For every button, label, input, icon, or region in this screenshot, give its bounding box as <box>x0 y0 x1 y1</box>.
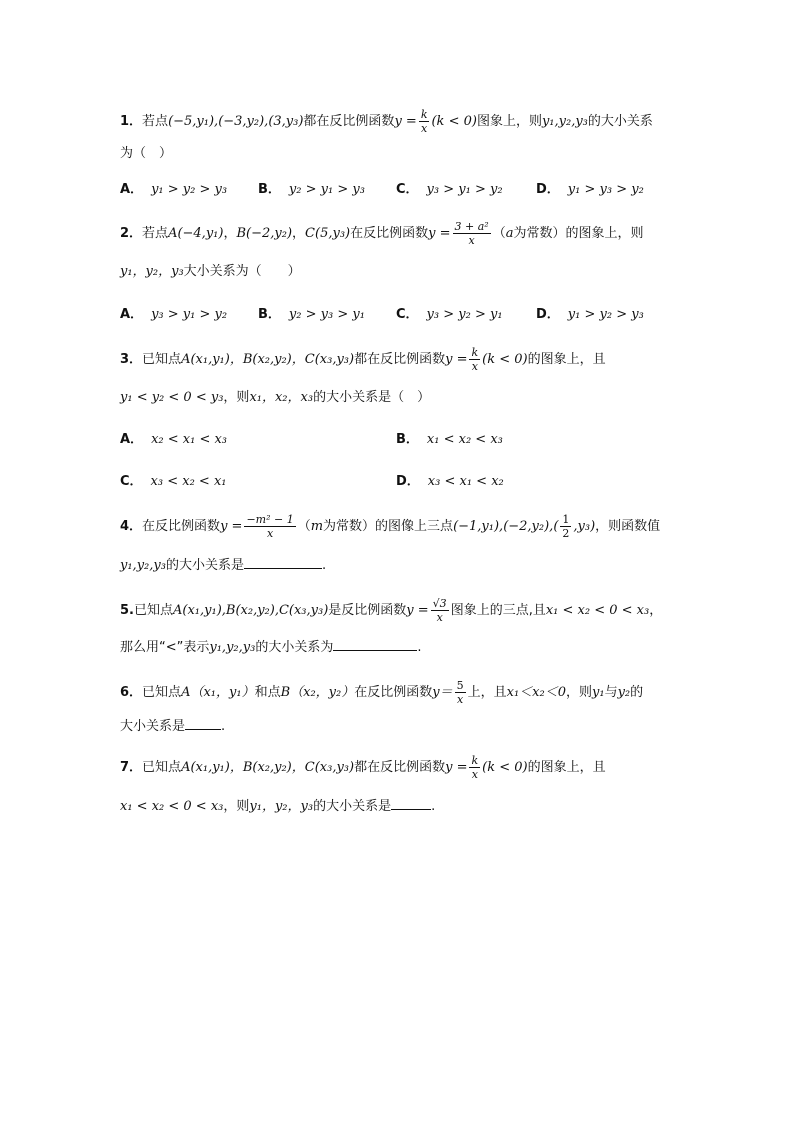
q6-text-7: 的 <box>630 685 644 700</box>
q2-point-c: C(5,y₃) <box>305 226 351 241</box>
q6-point-a: A（x₁，y₁） <box>181 685 255 700</box>
q1-vars: y₁,y₂,y₃ <box>541 114 588 129</box>
q3-option-b-label: B． <box>396 432 419 447</box>
q6-fraction <box>455 679 466 706</box>
q1-points: (−5,y₁),(−3,y₂),(3,y₃) <box>168 114 304 129</box>
q7-text-3: 的图象上，且 <box>527 760 606 775</box>
q1-option-a[interactable] <box>120 180 227 200</box>
q7-frac-den: x <box>471 768 478 781</box>
q1-option-a-expr: y₁ > y₂ > y₃ <box>151 182 228 197</box>
question-5-number: 5. <box>120 603 134 618</box>
q7-text-2: 都在反比例函数 <box>354 760 446 775</box>
q6-text-9: . <box>221 719 226 734</box>
q6-text-2: 和点 <box>254 685 281 700</box>
q3-frac-num: k <box>471 346 479 359</box>
q4-fraction <box>244 513 295 540</box>
q6-y1: y₁ <box>592 685 605 700</box>
q6-text-6: 与 <box>604 685 618 700</box>
q3-option-d-expr: x₃ < x₁ < x₂ <box>427 474 504 489</box>
q4-text-1: 在反比例函数 <box>142 519 221 534</box>
question-5-line-2 <box>120 638 421 658</box>
q1-option-b-expr: y₂ > y₁ > y₃ <box>288 182 365 197</box>
q2-a-var: a <box>505 226 514 241</box>
q2-point-a: A(−4,y₁) <box>168 226 224 241</box>
q3-option-b-expr: x₁ < x₂ < x₃ <box>426 432 503 447</box>
q5-condition: x₁ < x₂ < 0 < x₃ <box>545 603 650 618</box>
q2-option-c-label: C． <box>396 307 419 322</box>
q1-condition: (k < 0) <box>431 114 477 129</box>
q3-text-4: ，则 <box>223 390 250 405</box>
q5-func-lhs: y = <box>406 603 429 618</box>
question-3-line-1 <box>120 346 606 373</box>
q2-fraction <box>453 220 491 247</box>
q1-text-4: 的大小关系 <box>587 114 653 129</box>
q6-answer-blank[interactable] <box>185 717 221 730</box>
question-1-number: 1． <box>120 114 143 129</box>
q1-option-c-label: C． <box>396 182 419 197</box>
q2-option-b-label: B． <box>258 307 281 322</box>
q6-y2: y₂ <box>617 685 631 700</box>
question-4-line-1 <box>120 513 660 540</box>
q6-condition: x₁＜x₂＜0 <box>506 685 566 700</box>
q7-text-1: 已知点 <box>142 760 182 775</box>
q4-half-fraction <box>560 513 571 540</box>
q4-text-5: 的大小关系是 <box>165 558 244 573</box>
q2-option-c-expr: y₃ > y₂ > y₁ <box>426 307 503 322</box>
q5-points: A(x₁,y₁),B(x₂,y₂),C(x₃,y₃) <box>173 603 329 618</box>
q1-option-b[interactable] <box>258 180 365 200</box>
q2-text-4: 为常数）的图象上，则 <box>513 226 644 241</box>
q1-frac-num: k <box>420 108 428 121</box>
q1-option-b-label: B． <box>258 182 281 197</box>
q1-option-a-label: A． <box>120 182 144 197</box>
q7-text-6: . <box>431 799 436 814</box>
q5-text-6: 的大小关系为 <box>255 640 334 655</box>
q4-text-4: ，则函数值 <box>595 519 661 534</box>
q4-m-var: m <box>310 519 324 534</box>
q2-option-a[interactable] <box>120 305 227 325</box>
q1-frac-den: x <box>421 122 428 135</box>
q4-half-num: 1 <box>562 513 570 526</box>
q6-frac-den: x <box>457 693 464 706</box>
question-5-line-1 <box>120 597 662 624</box>
q4-frac-num: −m² − 1 <box>246 513 294 526</box>
q4-frac-den: x <box>266 527 274 540</box>
q5-frac-den: x <box>436 611 443 624</box>
question-3-number: 3． <box>120 352 143 367</box>
q5-answer-blank[interactable] <box>333 638 417 651</box>
q1-option-d-label: D． <box>536 182 560 197</box>
q2-frac-num: 3 + a² <box>454 220 489 233</box>
q3-option-d-label: D． <box>396 474 420 489</box>
q7-condition: (k < 0) <box>482 760 528 775</box>
q3-option-a-label: A． <box>120 432 144 447</box>
question-6-line-1 <box>120 679 643 706</box>
q2-option-b-expr: y₂ > y₃ > y₁ <box>288 307 365 322</box>
q5-text-3: 图象上的三点,且 <box>450 603 546 618</box>
q1-option-c-expr: y₃ > y₁ > y₂ <box>426 182 503 197</box>
q7-points: A(x₁,y₁)，B(x₂,y₂)，C(x₃,y₃) <box>181 760 355 775</box>
q3-option-c-expr: x₃ < x₂ < x₁ <box>150 474 227 489</box>
q6-text-4: 上，且 <box>467 685 507 700</box>
q5-frac-num: √3 <box>432 597 447 610</box>
q1-text-5: 为（ ） <box>120 146 173 161</box>
q4-points-b: ,y₃) <box>573 519 596 534</box>
q6-frac-num: 5 <box>456 679 464 692</box>
q7-frac-num: k <box>471 754 479 767</box>
question-7-line-1 <box>120 754 606 781</box>
q6-text-3: 在反比例函数 <box>354 685 433 700</box>
q1-fraction <box>419 108 430 135</box>
q1-option-c[interactable] <box>396 180 503 200</box>
q6-point-b: B（x₂，y₂） <box>280 685 355 700</box>
q6-func-lhs: y＝ <box>432 685 453 700</box>
q4-text-2: （ <box>297 519 311 534</box>
q2-func-lhs: y = <box>428 226 451 241</box>
q3-condition-2: y₁ < y₂ < 0 < y₃ <box>120 390 224 405</box>
q3-frac-den: x <box>471 360 478 373</box>
q1-option-d-expr: y₁ > y₃ > y₂ <box>567 182 644 197</box>
q3-text-3: 的图象上，且 <box>527 352 606 367</box>
q3-text-2: 都在反比例函数 <box>354 352 446 367</box>
q3-text-1: 已知点 <box>142 352 182 367</box>
q2-sep-1: ， <box>223 226 237 241</box>
q7-text-4: ，则 <box>223 799 250 814</box>
q2-text-5: 大小关系为（ ） <box>183 264 301 279</box>
q7-fraction <box>469 754 480 781</box>
q4-text-3: 为常数）的图像上三点 <box>323 519 454 534</box>
q2-option-c[interactable] <box>396 305 503 325</box>
q3-option-c-label: C． <box>120 474 143 489</box>
q2-point-b: B(−2,y₂) <box>236 226 293 241</box>
question-1-line-2 <box>120 144 172 164</box>
q5-text-5: 那么用“<”表示 <box>120 640 210 655</box>
q3-option-c[interactable] <box>120 472 227 492</box>
q2-option-d-label: D． <box>536 307 560 322</box>
q7-vars: y₁，y₂，y₃ <box>249 799 314 814</box>
q2-text-3: （ <box>492 226 506 241</box>
q1-text-2: 都在反比例函数 <box>303 114 395 129</box>
question-4-line-2 <box>120 556 326 576</box>
q5-text-2: 是反比例函数 <box>328 603 407 618</box>
q4-answer-blank[interactable] <box>244 556 322 569</box>
q4-func-lhs: y = <box>220 519 243 534</box>
question-4-number: 4． <box>120 519 143 534</box>
q2-text-2: 在反比例函数 <box>350 226 429 241</box>
q7-answer-blank[interactable] <box>391 797 431 810</box>
q2-text-1: 若点 <box>142 226 169 241</box>
q3-option-d[interactable] <box>396 472 504 492</box>
question-2-line-1 <box>120 220 643 247</box>
q1-func-lhs: y = <box>394 114 417 129</box>
q3-text-5: 的大小关系是（ ） <box>313 390 431 405</box>
q2-option-d-expr: y₁ > y₂ > y₃ <box>567 307 644 322</box>
q2-option-a-label: A． <box>120 307 144 322</box>
q5-fraction <box>431 597 449 624</box>
q3-fraction <box>469 346 480 373</box>
q4-text-6: . <box>321 558 327 573</box>
q3-x-vars: x₁，x₂，x₃ <box>249 390 314 405</box>
q4-points-a: (−1,y₁),(−2,y₂),( <box>453 519 559 534</box>
q3-func-lhs: y = <box>445 352 468 367</box>
question-7-line-2 <box>120 797 435 817</box>
q5-text-4: ， <box>649 603 663 618</box>
q6-text-1: 已知点 <box>142 685 182 700</box>
q7-func-lhs: y = <box>445 760 468 775</box>
q7-condition-2: x₁ < x₂ < 0 < x₃ <box>120 799 224 814</box>
q3-points: A(x₁,y₁)，B(x₂,y₂)，C(x₃,y₃) <box>181 352 355 367</box>
q2-frac-den: x <box>468 234 475 247</box>
question-1-line-1 <box>120 108 653 135</box>
q3-option-b[interactable] <box>396 430 503 450</box>
q7-text-5: 的大小关系是 <box>313 799 392 814</box>
q1-text-3: 图象上，则 <box>476 114 542 129</box>
question-2-number: 2． <box>120 226 143 241</box>
question-3-line-2 <box>120 388 430 408</box>
q3-option-a[interactable] <box>120 430 227 450</box>
question-6-line-2 <box>120 717 225 737</box>
q4-half-den: 2 <box>562 527 570 540</box>
question-6-number: 6． <box>120 685 143 700</box>
q3-condition: (k < 0) <box>482 352 528 367</box>
q4-vars: y₁,y₂,y₃ <box>120 558 166 573</box>
q1-text-1: 若点 <box>142 114 169 129</box>
q1-option-d[interactable] <box>536 180 644 200</box>
q6-text-5: ，则 <box>565 685 592 700</box>
q5-text-7: . <box>417 640 422 655</box>
q5-text-1: 已知点 <box>133 603 173 618</box>
q6-text-8: 大小关系是 <box>120 719 186 734</box>
q2-sep-2: ， <box>292 226 306 241</box>
q3-option-a-expr: x₂ < x₁ < x₃ <box>151 432 228 447</box>
q5-vars: y₁,y₂,y₃ <box>209 640 256 655</box>
question-2-line-2 <box>120 262 301 282</box>
q2-vars: y₁，y₂，y₃ <box>120 264 184 279</box>
question-7-number: 7． <box>120 760 143 775</box>
q2-option-a-expr: y₃ > y₁ > y₂ <box>151 307 228 322</box>
q2-option-d[interactable] <box>536 305 644 325</box>
q2-option-b[interactable] <box>258 305 365 325</box>
